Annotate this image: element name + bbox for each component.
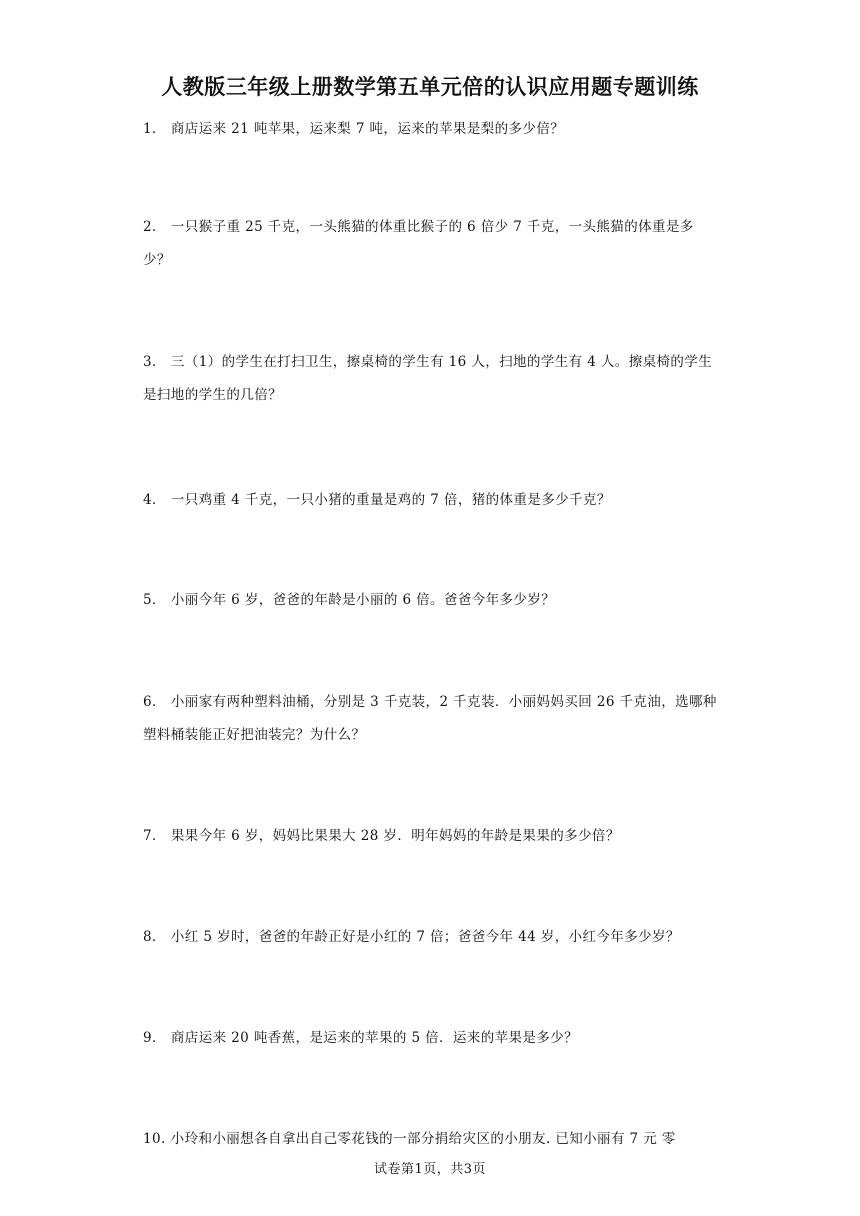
question-text: 三（1）的学生在打扫卫生，擦桌椅的学生有 16 人，扫地的学生有 4 人。擦桌椅的学生是扫地的学生的几倍？ [143,354,713,403]
question-9 [143,1022,717,1055]
question-number: 5． [143,592,166,608]
question-7 [143,820,717,853]
question-4 [143,484,717,517]
question-number: 10. [143,1131,166,1147]
question-5 [143,584,717,617]
question-text: 小红 5 岁时，爸爸的年龄正好是小红的 7 倍；爸爸今年 44 岁，小红今年多少岁？ [170,929,680,945]
page-footer: 试卷第1页，共3页 [373,1162,487,1177]
question-number: 7． [143,828,166,844]
question-text: 小玲和小丽想各自拿出自己零花钱的一部分捐给灾区的小朋友. 已知小丽有 7 元 零 [170,1131,676,1147]
question-3 [143,346,717,412]
question-text: 一只猴子重 25 千克，一头熊猫的体重比猴子的 6 倍少 7 千克，一头熊猫的体重是多少？ [143,219,694,268]
question-2 [143,211,717,277]
question-number: 1． [143,121,166,137]
question-text: 商店运来 20 吨香蕉，是运来的苹果的 5 倍．运来的苹果是多少？ [170,1030,579,1046]
question-number: 2． [143,219,166,235]
page-title: 人教版三年级上册数学第五单元倍的认识应用题专题训练 [161,75,699,99]
question-text: 一只鸡重 4 千克，一只小猪的重量是鸡的 7 倍，猪的体重是多少千克？ [170,492,611,508]
question-1 [143,113,717,146]
question-text: 小丽家有两种塑料油桶，分别是 3 千克装，2 千克装．小丽妈妈买回 26 千克油，选哪种塑料桶装能正好把油装完？为什么？ [143,694,717,743]
question-number: 4． [143,492,166,508]
question-text: 商店运来 21 吨苹果，运来梨 7 吨，运来的苹果是梨的多少倍？ [170,121,565,137]
question-number: 6． [143,694,166,710]
question-number: 3． [143,354,166,370]
question-number: 8． [143,929,166,945]
question-8 [143,921,717,954]
question-text: 小丽今年 6 岁，爸爸的年龄是小丽的 6 倍。爸爸今年多少岁？ [170,592,556,608]
question-text: 果果今年 6 岁，妈妈比果果大 28 岁．明年妈妈的年龄是果果的多少倍？ [170,828,620,844]
question-10 [143,1123,717,1156]
question-number: 9． [143,1030,166,1046]
question-6 [143,686,717,752]
